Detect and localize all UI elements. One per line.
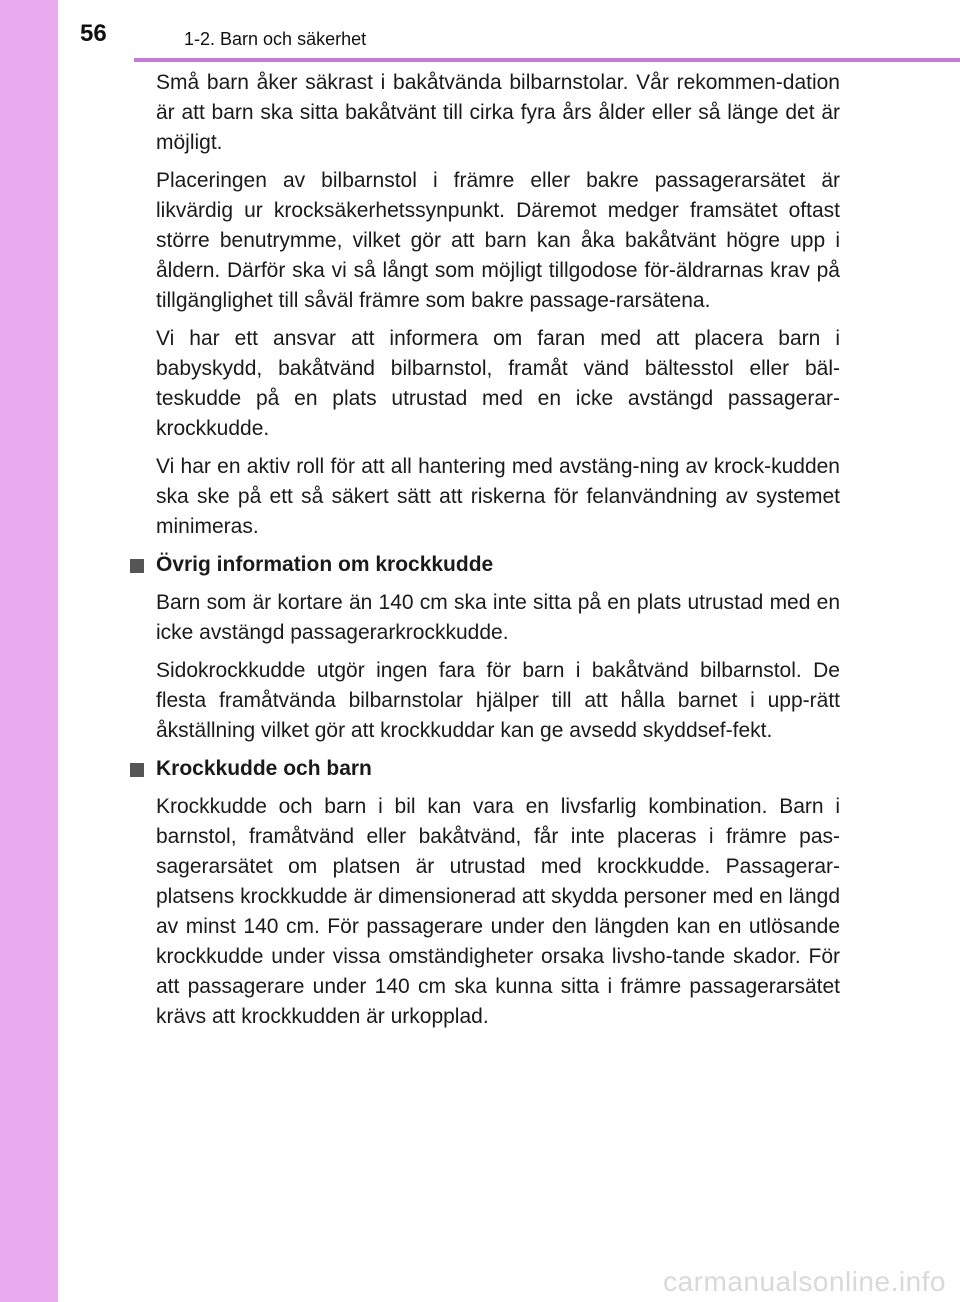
page-content [156,68,840,1040]
intro-paragraph-2: Placeringen av bilbarnstol i främre eller bakre passagerarsätet är likvärdig ur krocksäkerhetssynpunkt. Däremot medger framsätet oftast större benutrymme, vilket gör att barn kan åka bakåtvänt högre upp i åldern. Därför ska vi så långt som möjligt tillgodose för-äldrarnas krav på tillgänglighet till såväl främre som bakre passage-rarsätena. [156,169,840,312]
section2-paragraph-1: Krockkudde och barn i bil kan vara en livsfarlig kombination. Barn i barnstol, framåtvänd eller bakåtvänd, får inte placeras i främre pas-sagerarsätet om platsen är utrustad med krockkudde. Passagerar-platsens krockkudde är dimensionerad att skydda personer med en längd av minst 140 cm. För passagerare under den längden kan en utlösande krockkudde under vissa omständigheter orsaka livsho-tande skador. För att passagerare under 140 cm ska kunna sitta i främre passagerarsätet krävs att krockkudden är urkopplad. [156,795,840,1028]
intro-paragraph-4: Vi har en aktiv roll för att all hantering med avstäng-ning av krock-kudden ska ske på ett så säkert sätt att riskerna för felanvändning av systemet minimeras. [156,455,840,538]
header-rule [134,58,960,62]
section-heading-text: Övrig information om krockkudde [156,553,494,576]
section-heading-ovrig-information [156,550,840,580]
section-title: 1-2. Barn och säkerhet [184,29,367,49]
section1-paragraph-1: Barn som är kortare än 140 cm ska inte sitta på en plats utrustad med en icke avstängd passagerarkrockkudde. [156,591,840,644]
square-bullet-icon [130,763,144,777]
watermark: carmanualsonline.info [663,1266,946,1297]
square-bullet-icon [130,559,144,573]
intro-paragraph-3: Vi har ett ansvar att informera om faran med att placera barn i babyskydd, bakåtvänd bilbarnstol, framåt vänd bältesstol eller bäl-teskudde på en plats utrustad med en icke avstängd passagerar-krockkudde. [156,327,840,440]
page-sidebar [0,0,58,1302]
section-heading-krockkudde-och-barn [156,754,840,784]
section-heading-text: Krockkudde och barn [156,757,372,780]
section1-paragraph-2: Sidokrockkudde utgör ingen fara för barn i bakåtvänd bilbarnstol. De flesta framåtvända bilbarnstolar hjälper till att hålla barnet i upp-rätt åkställning vilket gör att krockkuddar kan ge avsedd skyddsef-fekt. [156,659,840,742]
page-number: 56 [80,20,107,47]
intro-paragraph-1: Små barn åker säkrast i bakåtvända bilbarnstolar. Vår rekommen-dation är att barn ska sitta bakåtvänt till cirka fyra års ålder eller så länge det är möjligt. [156,71,840,154]
